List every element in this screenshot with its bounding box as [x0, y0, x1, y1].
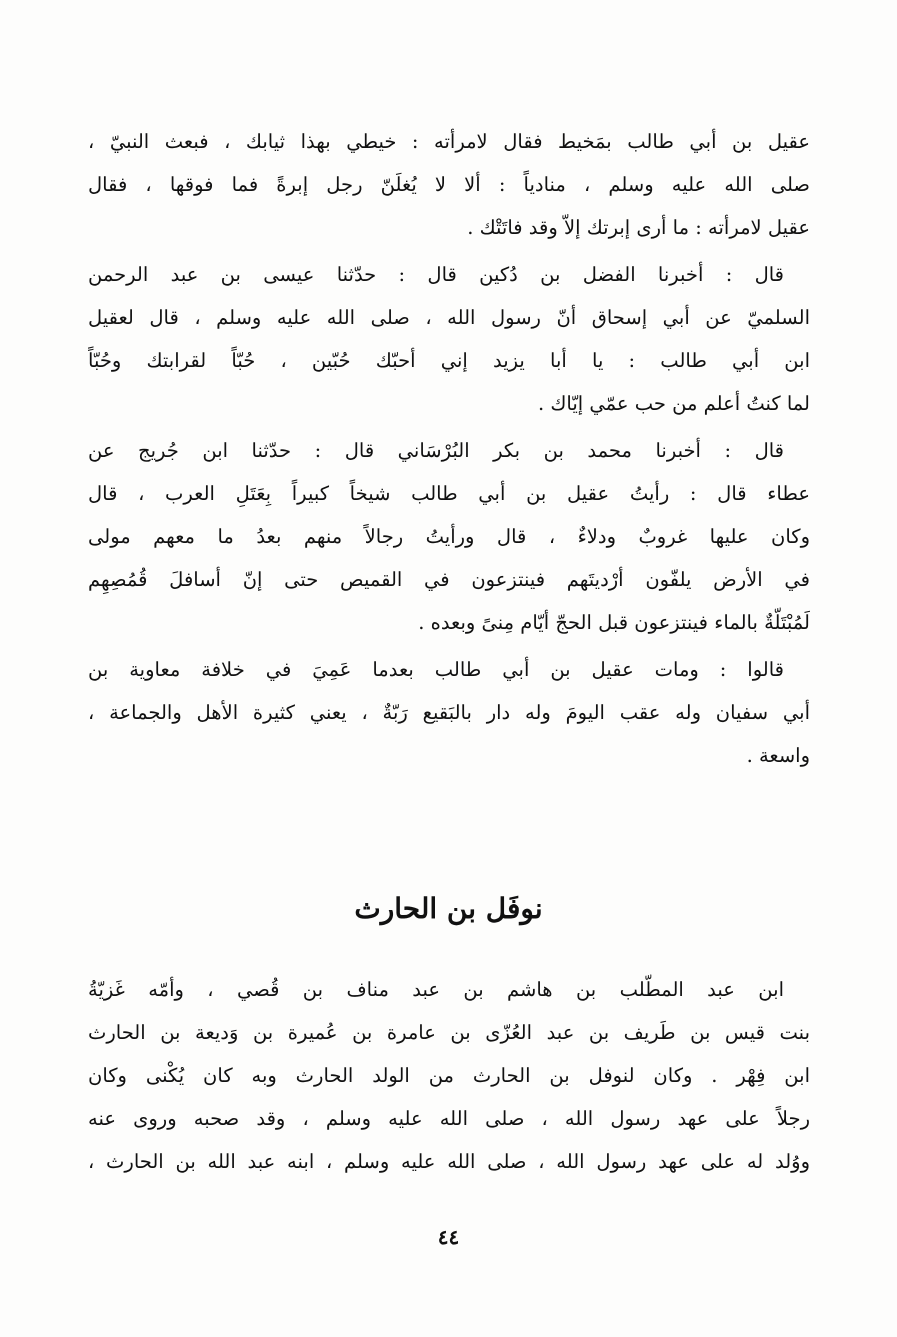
text-line: قال : أخبرنا الفضل بن دُكين قال : حدّثنا عيسى بن عبد الرحمن: [88, 263, 784, 286]
text-line: عقيل بن أبي طالب بمَخيط فقال لامرأته : خيطي بهذا ثيابك ، فبعث النبيّ ،: [88, 130, 810, 153]
text-line: ابن أبي طالب : يا أبا يزيد إني أحبّك حُبّين ، حُبّاً لقرابتك وحُبّاً: [88, 349, 810, 372]
text-line: السلميّ عن أبي إسحاق أنّ رسول الله ، صلى الله عليه وسلم ، قال لعقيل: [88, 306, 810, 329]
text-line: رجلاً على عهد رسول الله ، صلى الله عليه وسلم ، وقد صحبه وروى عنه: [88, 1107, 810, 1130]
text-line: قال : أخبرنا محمد بن بكر البُرْسَاني قال : حدّثنا ابن جُريج عن: [88, 439, 784, 462]
text-line: واسعة .: [746, 744, 810, 767]
text-line: في الأرض يلفّون أرْديتَهم فينتزعون في القميص حتى إنّ أسافلَ قُمُصِهِم: [88, 568, 810, 591]
paragraph: [88, 253, 810, 425]
text-line: صلى الله عليه وسلم ، منادياً : ألا لا يُغلَنّ رجل إبرةً فما فوقها ، فقال: [88, 173, 810, 196]
page-number: ٤٤: [437, 1225, 460, 1249]
text-line: لما كنتُ أعلم من حب عمّي إيّاك .: [537, 392, 810, 415]
paragraph: [88, 648, 810, 777]
lower-text-block: [88, 968, 810, 1187]
text-line: عقيل لامرأته : ما أرى إبرتك إلاّ وقد فاتَتْك .: [467, 216, 810, 239]
text-line: ابن عبد المطّلب بن هاشم بن عبد مناف بن قُصي ، وأمّه غَزيّةُ: [88, 978, 784, 1001]
text-line: لَمُبْتَلّةٌ بالماء فينتزعون قبل الحجّ أيّام مِنىً وبعده .: [418, 611, 810, 634]
upper-text-block: [88, 120, 810, 781]
text-line: قالوا : ومات عقيل بن أبي طالب بعدما عَمِيَ في خلافة معاوية بن: [88, 658, 784, 681]
text-line: عطاء قال : رأيتُ عقيل بن أبي طالب شيخاً كبيراً بِعَتَلِ العرب ، قال: [88, 482, 810, 505]
text-line: وكان عليها غروبٌ ودلاءٌ ، قال ورأيتُ رجالاً منهم بعدُ ما معهم مولى: [88, 525, 810, 548]
text-line: أبي سفيان وله عقب اليومَ وله دار بالبَقيع رَبّةٌ ، يعني كثيرة الأهل والجماعة ،: [88, 701, 810, 724]
paragraph: [88, 120, 810, 249]
text-line: بنت قيس بن طَريف بن عبد العُزّى بن عامرة بن عُميرة بن وَديعة بن الحارث: [88, 1021, 810, 1044]
text-line: ابن فِهْر . وكان لنوفل بن الحارث من الولد الحارث وبه كان يُكْنى وكان: [88, 1064, 810, 1087]
section-heading: نوفَل بن الحارث: [354, 892, 543, 925]
paragraph: [88, 968, 810, 1183]
text-line: ووُلد له على عهد رسول الله ، صلى الله عليه وسلم ، ابنه عبد الله بن الحارث ،: [88, 1150, 810, 1173]
paragraph: [88, 429, 810, 644]
